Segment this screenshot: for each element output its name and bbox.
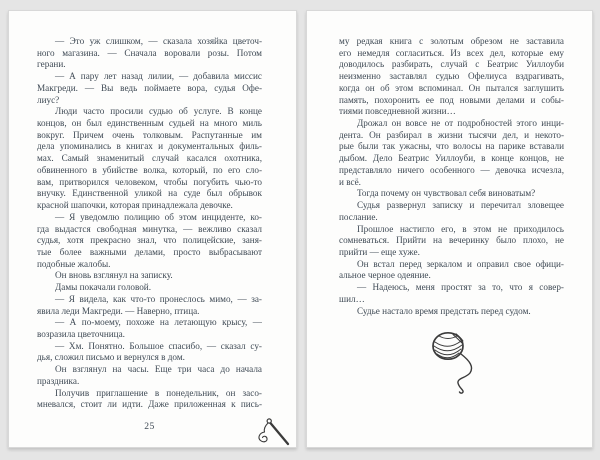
text-line: — Хм. Понятно. Большое спасибо, — сказал су- bbox=[55, 340, 262, 351]
page-right[interactable] bbox=[306, 10, 593, 448]
text-line: и всё. bbox=[339, 176, 361, 187]
text-line: Он взглянул на часы. Еще три часа до начала bbox=[55, 364, 262, 375]
text-line: Макгреди. — Вы ведь поймаете вора, судья Офе- bbox=[37, 82, 262, 93]
page-left[interactable] bbox=[8, 10, 297, 448]
text-line: память, похоронить ее под новыми делами и собы- bbox=[339, 94, 564, 105]
text-line: неизменно заставлял судью Офелиуса вздрагивать, bbox=[339, 71, 564, 82]
text-line: сомневаться. Прийти на вечеринку было плохо, не bbox=[339, 235, 564, 246]
text-line: — А по-моему, похоже на летающую крысу, — bbox=[55, 317, 262, 328]
page-right-text bbox=[339, 36, 564, 317]
text-line: судья, хотя прекрасно знал, что полицейские, заня- bbox=[37, 235, 262, 246]
text-line: — Я уведомлю полицию об этом инциденте, ко- bbox=[55, 211, 262, 222]
text-line: обвиненного в убийстве волка, который, по его сло- bbox=[37, 164, 262, 175]
text-line: вам, притворился человеком, чтобы погубить чью-то bbox=[37, 176, 262, 187]
text-line: дья, сложил письмо и вернулся в дом. bbox=[37, 352, 185, 363]
text-line: доводилось разбирать, случай с Беатрис Уиллоуби bbox=[339, 59, 564, 70]
text-line: — Надеюсь, меня простят за то, что я совер- bbox=[357, 282, 564, 293]
text-line: тиями повседневной жизни… bbox=[339, 106, 456, 117]
text-line: мневался, стоит ли идти. Даже приложенная к пись- bbox=[37, 399, 262, 410]
text-line: Прошлое настигло его, в этом не приходилось bbox=[357, 223, 564, 234]
page-left-text bbox=[37, 36, 262, 411]
text-line: представляло ничего особенного — девочка исчезла, bbox=[339, 164, 564, 175]
text-line: красной шапочки, которая принадлежала девочке. bbox=[37, 200, 233, 211]
text-line: ного магазина. — Сначала воровали розы. Потом bbox=[37, 47, 262, 58]
text-line: Получив приглашение в понедельник, он засо- bbox=[55, 387, 262, 398]
text-line: Он встал перед зеркалом и оправил свое офици- bbox=[357, 258, 564, 269]
text-line: шил… bbox=[339, 293, 365, 304]
text-line: Он вновь взглянул на записку. bbox=[55, 270, 173, 281]
text-line: Судья развернул записку и перечитал зловещее bbox=[357, 200, 564, 211]
yarn-ball-icon bbox=[427, 329, 479, 399]
text-line: Дрожал он вовсе не от подробностей этого инци- bbox=[357, 118, 564, 129]
text-line: — Я видела, как что-то пронеслось мимо, — за- bbox=[55, 293, 262, 304]
text-line: тые более важными делами, просто выбрасывают bbox=[37, 246, 262, 257]
text-line: праздника. bbox=[37, 375, 80, 386]
text-line: — А пару лет назад лилии, — добавила миссис bbox=[55, 71, 262, 82]
text-line: прийти — еще хуже. bbox=[339, 246, 420, 257]
text-line: альное черное одеяние. bbox=[339, 270, 431, 281]
text-line: — Это уж слишком, — сказала хозяйка цветоч- bbox=[55, 36, 262, 46]
text-line: вокруг. Причем очень толковым. Распутанные им bbox=[37, 129, 262, 140]
page-number: 25 bbox=[144, 421, 155, 432]
text-line: возразила цветочница. bbox=[37, 328, 125, 339]
text-line: Люди часто просили судью об услуге. В конце bbox=[55, 106, 262, 117]
text-line: явила леди Макгреди. — Наверно, птица. bbox=[37, 305, 200, 316]
text-line: му редкая книга с золотым обрезом не заставила bbox=[339, 36, 564, 46]
text-line: дыбом. Дело Беатрис Уиллоуби, в конце концов, не bbox=[339, 153, 564, 164]
needle-and-thread-icon bbox=[255, 413, 291, 447]
text-line: дента. Он разбирал в жизни тысячи дел, и некото- bbox=[339, 129, 564, 140]
text-line: лиус? bbox=[37, 94, 60, 105]
text-line: Тогда почему он чувствовал себя виноватым? bbox=[357, 188, 536, 199]
text-line: послание. bbox=[339, 211, 378, 222]
text-line: рые были так ужасны, что волосы на парике вставали bbox=[339, 141, 564, 152]
text-line: подобные жалобы. bbox=[37, 258, 111, 269]
text-line: герани. bbox=[37, 59, 66, 70]
text-line: мах. Самый знаменитый случай касался охотника, bbox=[37, 153, 262, 164]
text-line: его немедля согласиться. Из всех дел, которые ему bbox=[339, 47, 564, 58]
text-line: гда выдастся свободная минутка, — вежливо сказал bbox=[37, 223, 262, 234]
text-line: внучку. Единственной уликой на суде был обрывок bbox=[37, 188, 262, 199]
text-line: когда он об этом вспоминал. Он пытался заглушить bbox=[339, 82, 564, 93]
text-line: Дамы покачали головой. bbox=[55, 282, 152, 293]
text-line: концов, он был единственным судьей на много миль bbox=[37, 118, 262, 129]
text-line: Судье настало время предстать перед судом. bbox=[357, 305, 531, 316]
text-line: дела упоминались в книгах и документальных филь- bbox=[37, 141, 262, 152]
